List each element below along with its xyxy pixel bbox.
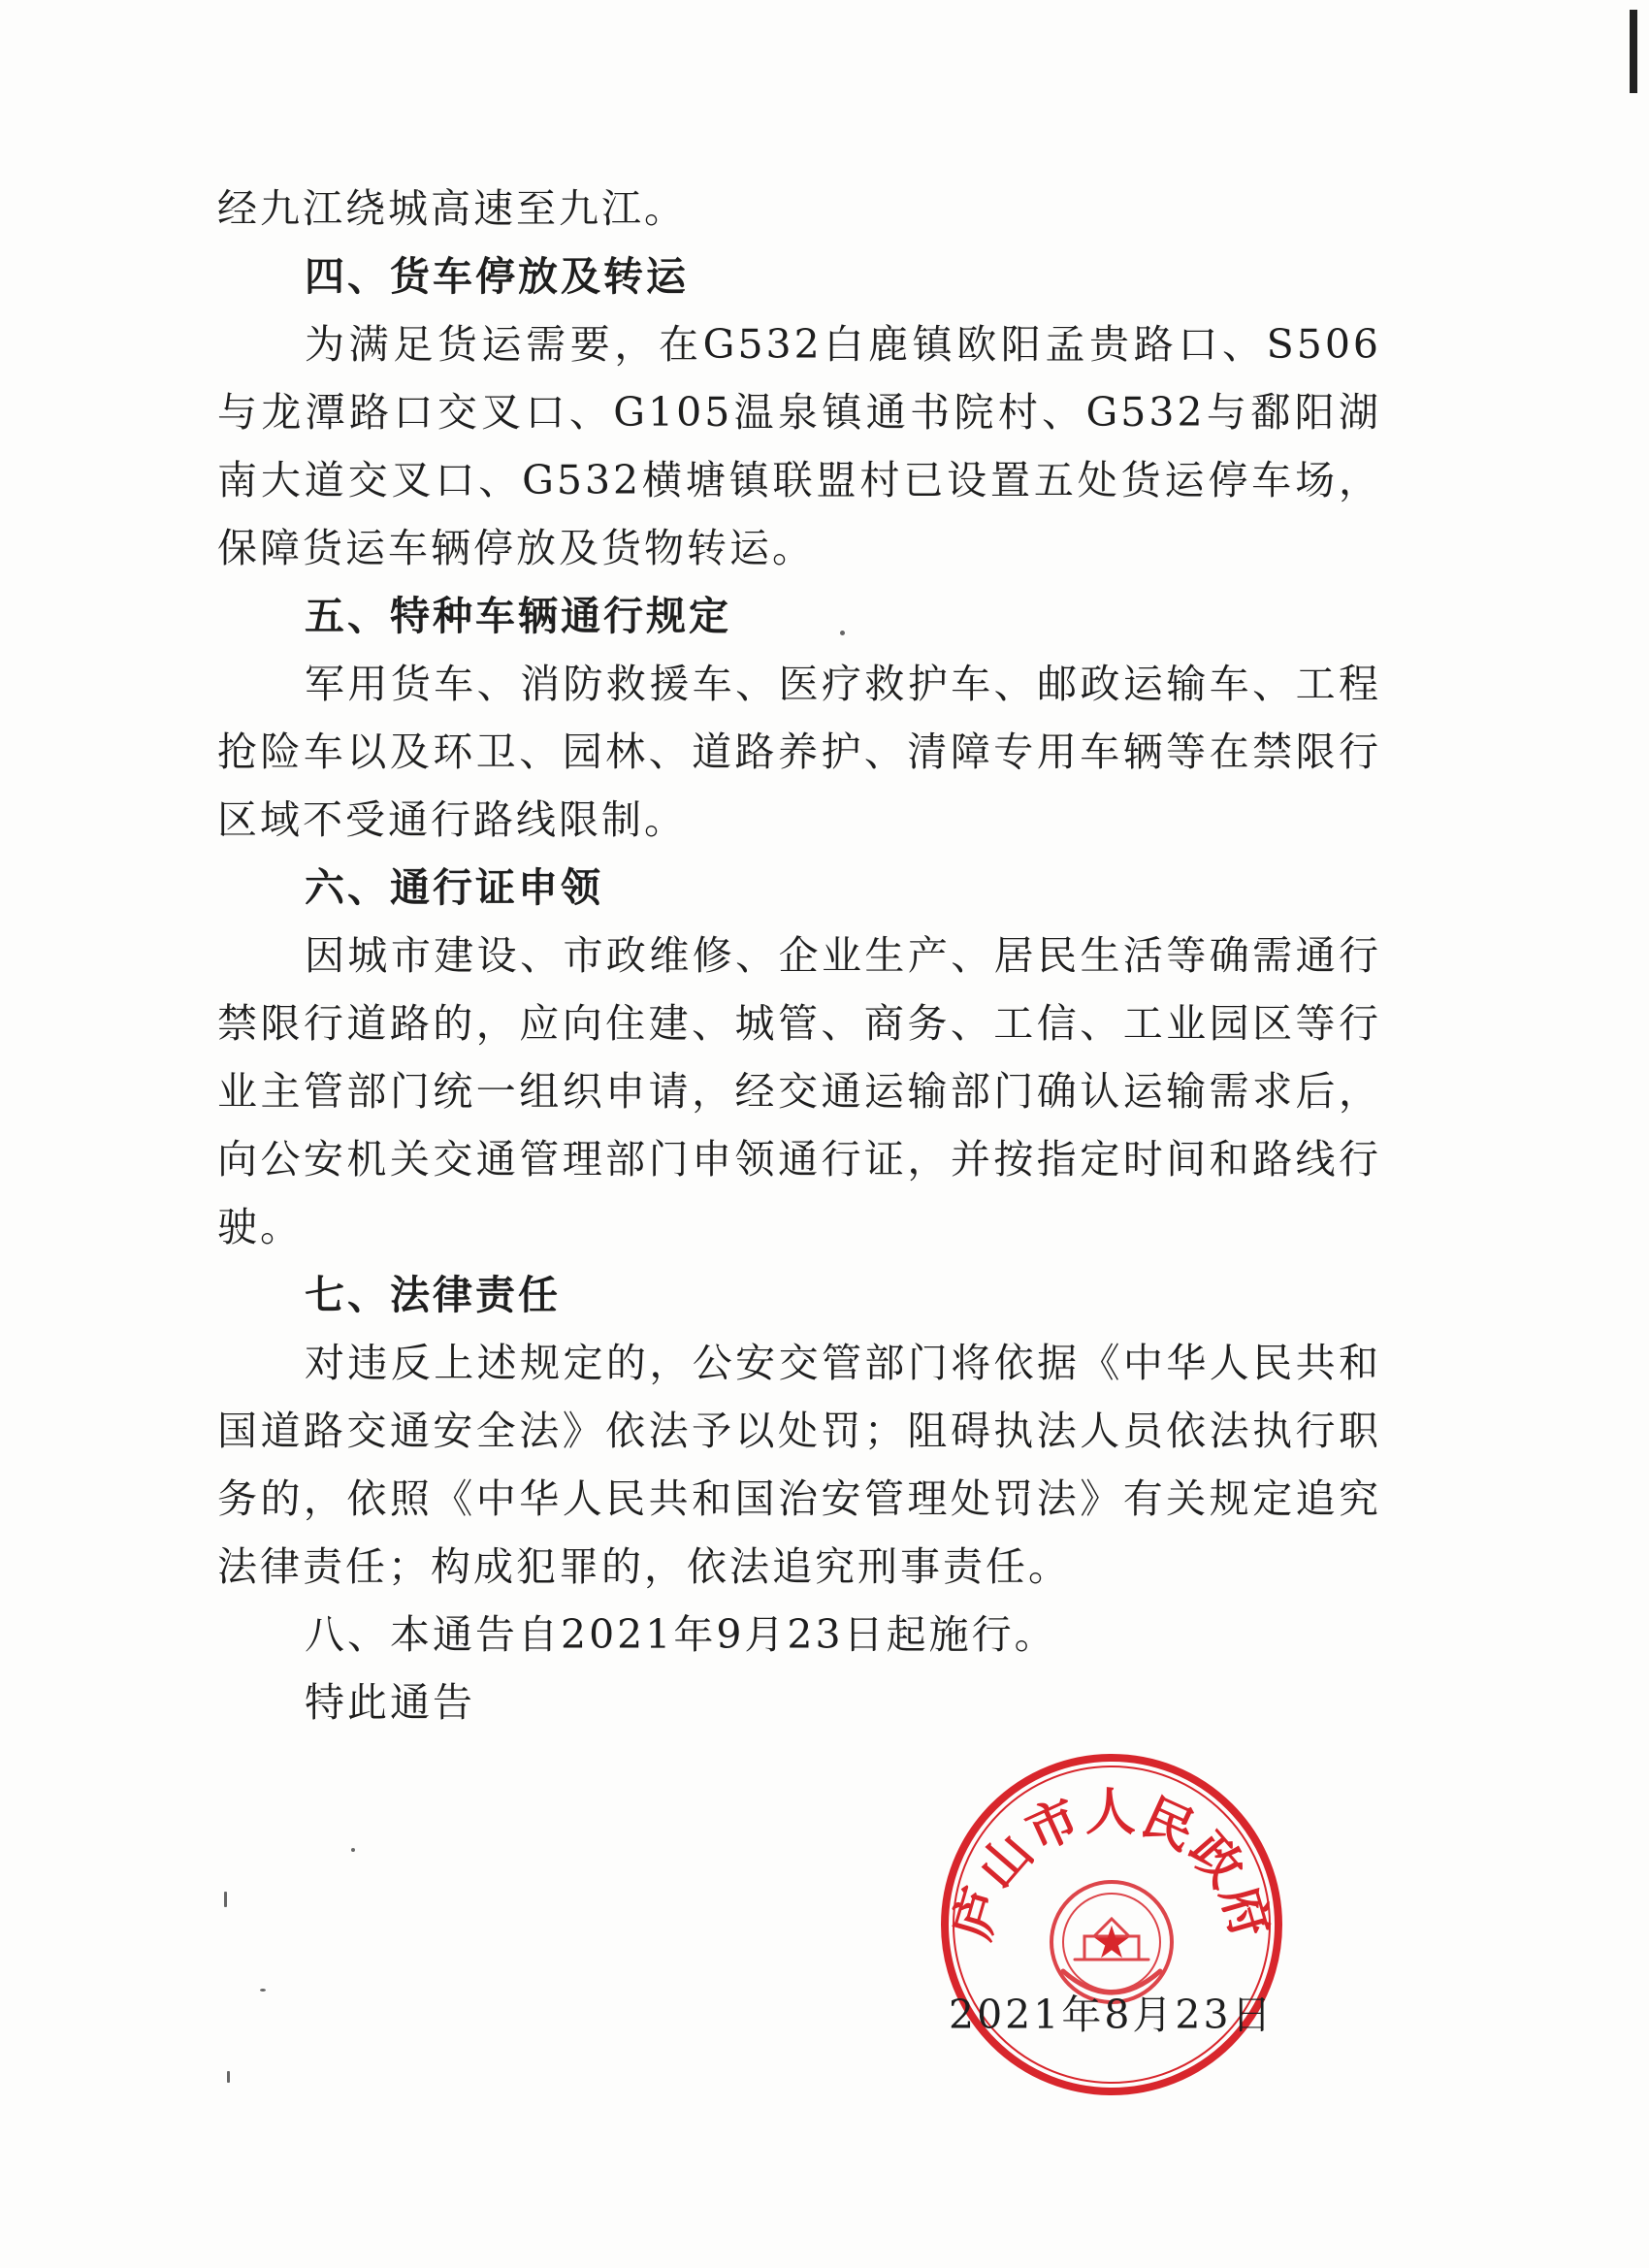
paragraph-legal-liability: 对违反上述规定的，公安交管部门将依据《中华人民共和国道路交通安全法》依法予以处罚；阻碍执法人员依法执行职务的，依照《中华人民共和国治安管理处罚法》有关规定追究法律责任；构成犯罪的，依法追究刑事责任。 bbox=[217, 1340, 1381, 1590]
scan-speck bbox=[351, 1848, 355, 1852]
seal-star-icon: ★ bbox=[1091, 1916, 1132, 1968]
paragraph-permit-application: 因城市建设、市政维修、企业生产、居民生活等确需通行禁限行道路的，应向住建、城管、商务、工信、工业园区等行业主管部门统一组织申请，经交通运输部门确认运输需求后，向公安机关交通管理部门申领通行证，并按指定时间和路线行驶。 bbox=[217, 932, 1381, 1250]
scan-speck bbox=[224, 1892, 227, 1907]
scan-speck bbox=[227, 2071, 230, 2083]
seal-text: 庐山市人民政府 bbox=[942, 1782, 1281, 1947]
document-date: 2021年8月23日 bbox=[949, 1992, 1275, 2038]
scan-edge-mark bbox=[1630, 10, 1637, 93]
paragraph-special-vehicles: 军用货车、消防救援车、医疗救护车、邮政运输车、工程抢险车以及环卫、园林、道路养护、清障专用车辆等在禁限行区域不受通行路线限制。 bbox=[217, 661, 1381, 843]
scan-speck bbox=[840, 631, 845, 635]
document-body bbox=[217, 175, 1381, 1736]
heading-legal-liability: 七、法律责任 bbox=[305, 1272, 561, 1318]
paragraph-effective-date: 八、本通告自2021年9月23日起施行。 bbox=[305, 1611, 1057, 1658]
heading-permit-application: 六、通行证申领 bbox=[305, 864, 603, 911]
paragraph-continuation: 经九江绕城高速至九江。 bbox=[217, 185, 687, 232]
paragraph-closing: 特此通告 bbox=[305, 1679, 475, 1726]
heading-special-vehicles: 五、特种车辆通行规定 bbox=[305, 593, 731, 639]
scan-speck bbox=[260, 1989, 266, 1992]
heading-truck-parking: 四、货车停放及转运 bbox=[305, 253, 689, 300]
paragraph-truck-parking: 为满足货运需要，在G532白鹿镇欧阳孟贵路口、S506与龙潭路口交叉口、G105温泉镇通书院村、G532与鄱阳湖南大道交叉口、G532横塘镇联盟村已设置五处货运停车场，保障货运车辆停放及货物转运。 bbox=[217, 321, 1381, 571]
